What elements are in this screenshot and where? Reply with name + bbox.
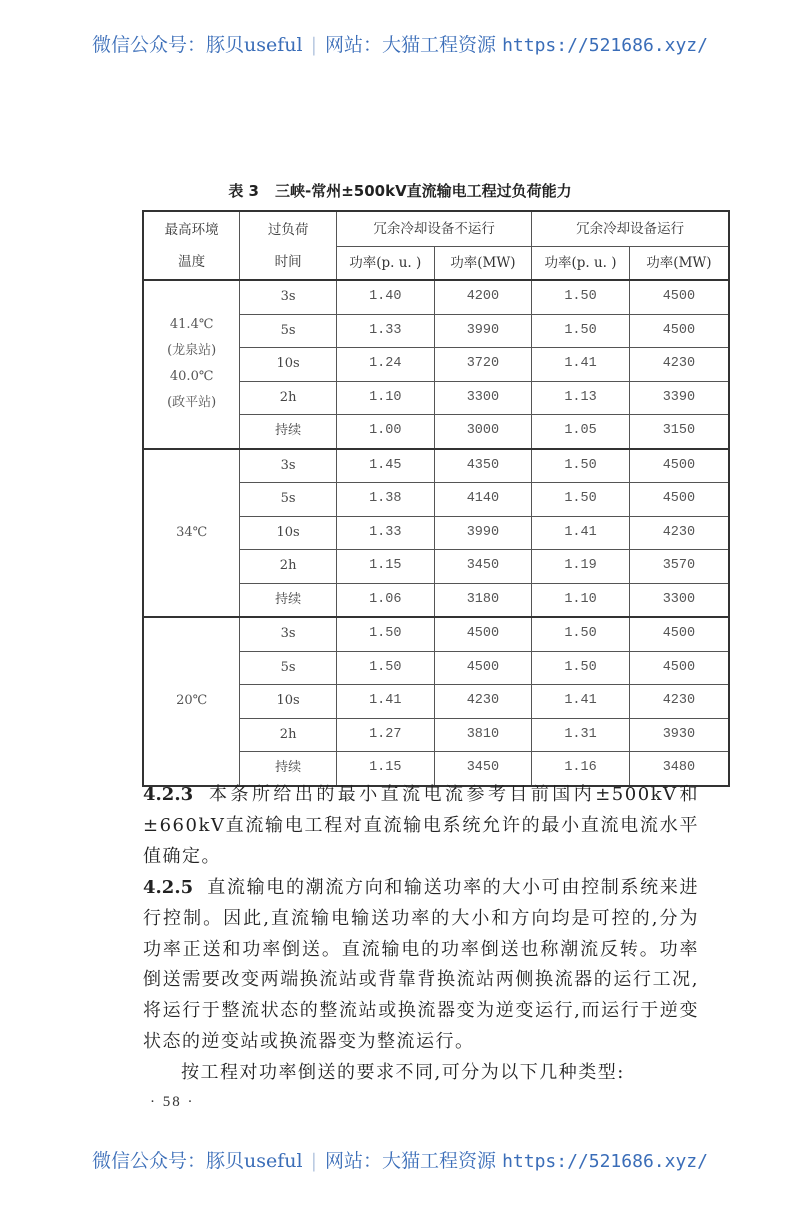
off-mw-cell: 3720 xyxy=(434,348,532,382)
off-pu-cell: 1.15 xyxy=(336,550,434,584)
off-pu-cell: 1.33 xyxy=(336,314,434,348)
off-mw-cell: 3450 xyxy=(434,752,532,786)
on-pu-cell: 1.50 xyxy=(532,314,630,348)
on-pu-cell: 1.50 xyxy=(532,449,630,483)
watermark-wechat: 微信公众号：豚贝useful xyxy=(92,34,303,56)
on-mw-cell: 3390 xyxy=(629,381,729,415)
header-off-power-mw: 功率(MW) xyxy=(434,247,532,281)
header-on-power-pu: 功率(p. u. ) xyxy=(532,247,630,281)
paragraph-types-intro xyxy=(143,1058,699,1089)
off-mw-cell: 3450 xyxy=(434,550,532,584)
temperature-cell: 20℃ xyxy=(143,617,240,786)
watermark-site-label: 网站：大猫工程资源 xyxy=(325,34,497,56)
header-redundant-cooling-off: 冗余冷却设备不运行 xyxy=(336,211,531,247)
temperature-cell: 34℃ xyxy=(143,449,240,618)
off-pu-cell: 1.10 xyxy=(336,381,434,415)
paragraph-4-2-5 xyxy=(143,873,699,1058)
on-mw-cell: 4500 xyxy=(629,617,729,651)
group-41-40c xyxy=(143,280,729,449)
off-mw-cell: 3990 xyxy=(434,516,532,550)
on-mw-cell: 4230 xyxy=(629,685,729,719)
page-number: · 58 · xyxy=(150,1094,195,1110)
on-mw-cell: 4230 xyxy=(629,348,729,382)
watermark-url: https://521686.xyz/ xyxy=(502,1151,708,1172)
paragraph-text: 直流输电的潮流方向和输送功率的大小可由控制系统来进行控制。因此,直流输电输送功率的大小和方向均是可控的,分为功率正送和功率倒送。直流输电的功率倒送也称潮流反转。功率倒送需要改变两端换流站或背靠背换流站两侧换流器的运行工况,将运行于整流状态的整流站或换流器变为逆变运行,而运行于逆变状态的逆变站或换流器变为整流运行。 xyxy=(143,877,699,1052)
off-pu-cell: 1.40 xyxy=(336,280,434,314)
table-row xyxy=(143,449,729,483)
watermark-footer xyxy=(0,1146,800,1173)
on-pu-cell: 1.16 xyxy=(532,752,630,786)
header-redundant-cooling-on: 冗余冷却设备运行 xyxy=(532,211,729,247)
on-pu-cell: 1.05 xyxy=(532,415,630,449)
time-cell: 10s xyxy=(240,516,337,550)
watermark-wechat: 微信公众号：豚贝useful xyxy=(92,1150,303,1172)
on-pu-cell: 1.31 xyxy=(532,718,630,752)
off-pu-cell: 1.41 xyxy=(336,685,434,719)
time-cell: 持续 xyxy=(240,752,337,786)
off-mw-cell: 4500 xyxy=(434,617,532,651)
watermark-header xyxy=(0,30,800,57)
off-pu-cell: 1.15 xyxy=(336,752,434,786)
on-mw-cell: 4500 xyxy=(629,314,729,348)
table-title: 三峡-常州±500kV直流输电工程过负荷能力 xyxy=(274,182,572,200)
on-mw-cell: 3300 xyxy=(629,583,729,617)
on-mw-cell: 4500 xyxy=(629,483,729,517)
time-cell: 2h xyxy=(240,718,337,752)
off-mw-cell: 3300 xyxy=(434,381,532,415)
off-pu-cell: 1.06 xyxy=(336,583,434,617)
time-cell: 5s xyxy=(240,651,337,685)
group-34c xyxy=(143,449,729,618)
off-pu-cell: 1.00 xyxy=(336,415,434,449)
off-mw-cell: 4500 xyxy=(434,651,532,685)
on-pu-cell: 1.41 xyxy=(532,516,630,550)
off-pu-cell: 1.45 xyxy=(336,449,434,483)
time-cell: 3s xyxy=(240,280,337,314)
time-cell: 3s xyxy=(240,449,337,483)
off-pu-cell: 1.27 xyxy=(336,718,434,752)
off-mw-cell: 3180 xyxy=(434,583,532,617)
header-on-power-mw: 功率(MW) xyxy=(629,247,729,281)
on-pu-cell: 1.19 xyxy=(532,550,630,584)
on-pu-cell: 1.41 xyxy=(532,685,630,719)
on-pu-cell: 1.13 xyxy=(532,381,630,415)
time-cell: 10s xyxy=(240,348,337,382)
off-mw-cell: 4230 xyxy=(434,685,532,719)
on-mw-cell: 4230 xyxy=(629,516,729,550)
group-20c xyxy=(143,617,729,786)
header-temperature: 最高环境温度 xyxy=(143,211,240,280)
table-row xyxy=(143,617,729,651)
on-mw-cell: 4500 xyxy=(629,280,729,314)
on-pu-cell: 1.50 xyxy=(532,280,630,314)
temperature-cell: 41.4℃ (龙泉站) 40.0℃ (政平站) xyxy=(143,280,240,449)
table-caption xyxy=(0,180,800,201)
on-mw-cell: 3150 xyxy=(629,415,729,449)
on-pu-cell: 1.50 xyxy=(532,651,630,685)
on-pu-cell: 1.41 xyxy=(532,348,630,382)
time-cell: 10s xyxy=(240,685,337,719)
off-mw-cell: 4140 xyxy=(434,483,532,517)
time-cell: 持续 xyxy=(240,583,337,617)
off-pu-cell: 1.50 xyxy=(336,651,434,685)
on-mw-cell: 3480 xyxy=(629,752,729,786)
on-mw-cell: 3930 xyxy=(629,718,729,752)
section-number: 4.2.5 xyxy=(143,877,194,898)
paragraph-text: 按工程对功率倒送的要求不同,可分为以下几种类型: xyxy=(181,1062,625,1083)
time-cell: 5s xyxy=(240,483,337,517)
watermark-separator: | xyxy=(310,1150,317,1172)
on-pu-cell: 1.50 xyxy=(532,483,630,517)
header-overload-time: 过负荷时间 xyxy=(240,211,337,280)
off-mw-cell: 4200 xyxy=(434,280,532,314)
watermark-site-label: 网站：大猫工程资源 xyxy=(325,1150,497,1172)
on-mw-cell: 4500 xyxy=(629,449,729,483)
table-number: 表 3 xyxy=(228,182,259,200)
watermark-separator: | xyxy=(310,34,317,56)
time-cell: 5s xyxy=(240,314,337,348)
time-cell: 2h xyxy=(240,550,337,584)
paragraph-4-2-3 xyxy=(143,780,699,872)
off-mw-cell: 3810 xyxy=(434,718,532,752)
off-mw-cell: 3000 xyxy=(434,415,532,449)
paragraph-text: 本条所给出的最小直流电流参考目前国内±500kV和±660kV直流输电工程对直流输电系统允许的最小直流电流水平值确定。 xyxy=(143,784,699,867)
time-cell: 3s xyxy=(240,617,337,651)
on-pu-cell: 1.10 xyxy=(532,583,630,617)
overload-capacity-table xyxy=(142,210,730,787)
off-pu-cell: 1.50 xyxy=(336,617,434,651)
off-mw-cell: 3990 xyxy=(434,314,532,348)
watermark-url: https://521686.xyz/ xyxy=(502,35,708,56)
time-cell: 2h xyxy=(240,381,337,415)
on-mw-cell: 3570 xyxy=(629,550,729,584)
off-pu-cell: 1.38 xyxy=(336,483,434,517)
on-pu-cell: 1.50 xyxy=(532,617,630,651)
section-number: 4.2.3 xyxy=(143,784,194,805)
time-cell: 持续 xyxy=(240,415,337,449)
on-mw-cell: 4500 xyxy=(629,651,729,685)
header-off-power-pu: 功率(p. u. ) xyxy=(336,247,434,281)
off-pu-cell: 1.24 xyxy=(336,348,434,382)
off-mw-cell: 4350 xyxy=(434,449,532,483)
off-pu-cell: 1.33 xyxy=(336,516,434,550)
table-row xyxy=(143,280,729,314)
